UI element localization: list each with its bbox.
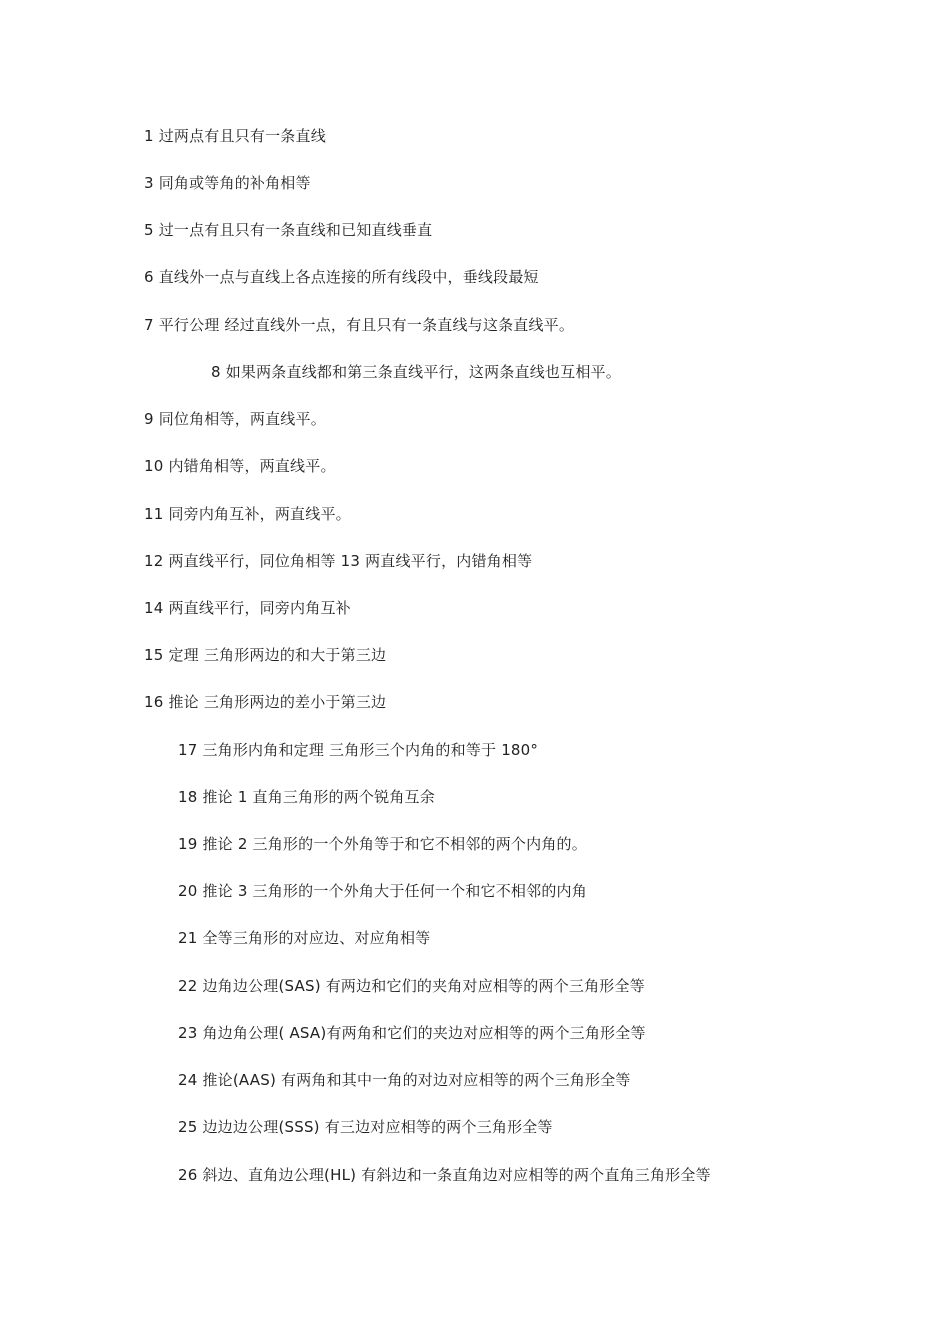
theorem-line-20: 20 推论 3 三角形的一个外角大于任何一个和它不相邻的内角	[178, 882, 587, 900]
theorem-line-6: 6 直线外一点与直线上各点连接的所有线段中，垂线段最短	[144, 268, 539, 286]
theorem-line-26: 26 斜边、直角边公理(HL) 有斜边和一条直角边对应相等的两个直角三角形全等	[178, 1166, 711, 1184]
theorem-line-8: 8 如果两条直线都和第三条直线平行，这两条直线也互相平。	[211, 363, 621, 381]
theorem-line-24: 24 推论(AAS) 有两角和其中一角的对边对应相等的两个三角形全等	[178, 1071, 631, 1089]
theorem-line-19: 19 推论 2 三角形的一个外角等于和它不相邻的两个内角的。	[178, 835, 587, 853]
theorem-line-5: 5 过一点有且只有一条直线和已知直线垂直	[144, 221, 433, 239]
theorem-line-7: 7 平行公理 经过直线外一点，有且只有一条直线与这条直线平。	[144, 316, 575, 334]
theorem-line-22: 22 边角边公理(SAS) 有两边和它们的夹角对应相等的两个三角形全等	[178, 977, 645, 995]
theorem-line-1: 1 过两点有且只有一条直线	[144, 127, 326, 145]
theorem-line-21: 21 全等三角形的对应边、对应角相等	[178, 929, 431, 947]
theorem-line-9: 9 同位角相等，两直线平。	[144, 410, 326, 428]
theorem-line-15: 15 定理 三角形两边的和大于第三边	[144, 646, 387, 664]
theorem-line-10: 10 内错角相等，两直线平。	[144, 457, 336, 475]
theorem-line-11: 11 同旁内角互补，两直线平。	[144, 505, 351, 523]
theorem-line-14: 14 两直线平行，同旁内角互补	[144, 599, 351, 617]
theorem-line-23: 23 角边角公理( ASA)有两角和它们的夹边对应相等的两个三角形全等	[178, 1024, 646, 1042]
theorem-line-17: 17 三角形内角和定理 三角形三个内角的和等于 180°	[178, 741, 539, 759]
theorem-line-18: 18 推论 1 直角三角形的两个锐角互余	[178, 788, 435, 806]
theorem-line-16: 16 推论 三角形两边的差小于第三边	[144, 693, 387, 711]
theorem-line-3: 3 同角或等角的补角相等	[144, 174, 311, 192]
theorem-line-12-13: 12 两直线平行，同位角相等 13 两直线平行，内错角相等	[144, 552, 533, 570]
theorem-line-25: 25 边边边公理(SSS) 有三边对应相等的两个三角形全等	[178, 1118, 553, 1136]
